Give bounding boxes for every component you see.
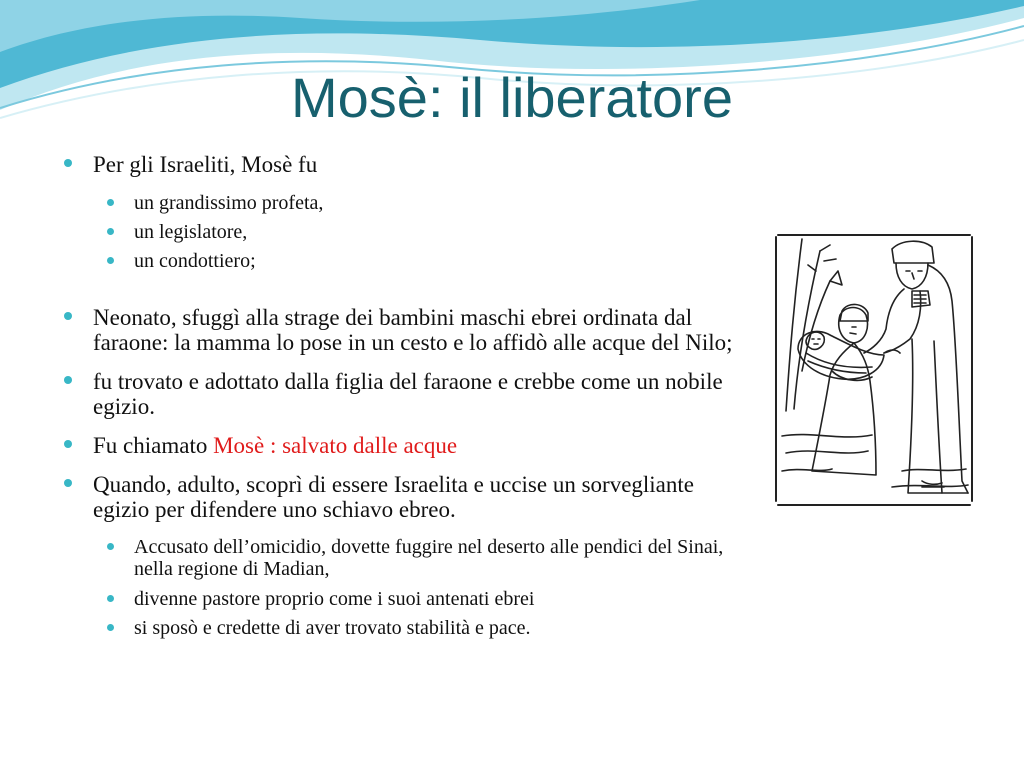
sub-bullet-item: [62, 250, 742, 272]
bullet-dot-icon: [64, 479, 72, 487]
bullet-text: Neonato, sfuggì alla strage dei bambini maschi ebrei ordinata dal faraone: la mamma lo pose in un cesto e lo affidò alle acque del Nilo;: [93, 305, 733, 355]
bullet-dot-icon: [64, 312, 72, 320]
bullet-item: [62, 305, 742, 355]
sub-bullet-item: [62, 221, 742, 243]
bullet-item: [62, 472, 742, 522]
highlight-text: Mosè : salvato dalle acque: [213, 433, 458, 458]
sub-bullet-text: si sposò e credette di aver trovato stabilità e pace.: [134, 617, 531, 639]
bullet-text: Quando, adulto, scoprì di essere Israelita e uccise un sorvegliante egizio per difendere uno schiavo ebreo.: [93, 472, 694, 522]
sub-bullet-text: un grandissimo profeta,: [134, 192, 324, 214]
bullet-dot-icon: [107, 257, 114, 264]
sub-bullet-item: [62, 536, 742, 580]
bullet-text: fu trovato e adottato dalla figlia del faraone e crebbe come un nobile egizio.: [93, 369, 723, 419]
bullet-dot-icon: [107, 199, 114, 206]
bullet-item: [62, 152, 742, 177]
sub-bullet-text: divenne pastore proprio come i suoi antenati ebrei: [134, 588, 535, 610]
bullet-dot-icon: [107, 595, 114, 602]
bullet-list: [62, 152, 742, 639]
sub-bullet-text: Accusato dell’omicidio, dovette fuggire nel deserto alle pendici del Sinai, nella regione di Madian,: [134, 536, 724, 580]
sub-bullet-item: [62, 192, 742, 214]
bullet-dot-icon: [107, 543, 114, 550]
bullet-dot-icon: [107, 228, 114, 235]
moses-rescue-illustration: [772, 231, 976, 509]
sub-bullet-item: [62, 617, 742, 639]
sub-bullet-text: un legislatore,: [134, 221, 248, 243]
slide-title: Mosè: il liberatore: [291, 66, 733, 129]
bullet-dot-icon: [64, 440, 72, 448]
bullet-text: Per gli Israeliti, Mosè fu: [93, 152, 318, 177]
bullet-dot-icon: [64, 159, 72, 167]
bullet-dot-icon: [107, 624, 114, 631]
sub-bullet-text: un condottiero;: [134, 250, 256, 272]
bullet-item: [62, 433, 742, 458]
bullet-item: [62, 369, 742, 419]
sub-bullet-item: [62, 588, 742, 610]
bullet-dot-icon: [64, 376, 72, 384]
bullet-text: Fu chiamato: [93, 433, 214, 458]
